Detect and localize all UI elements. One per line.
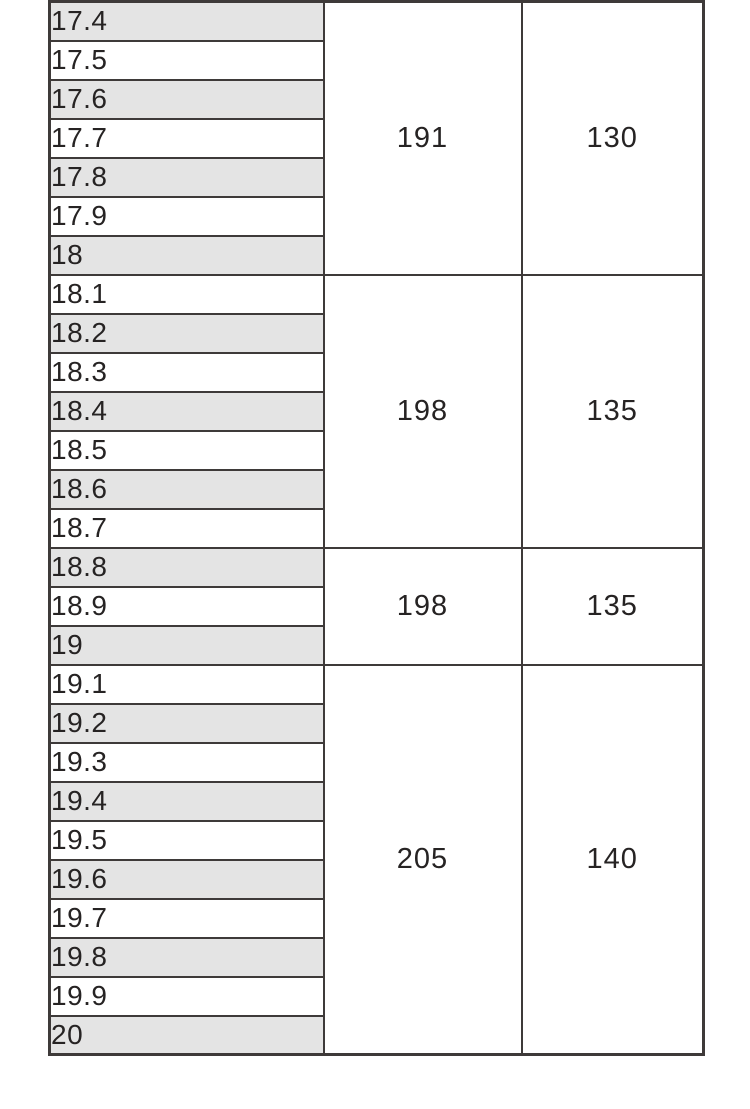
size-cell: 19.2 [50,704,324,743]
size-chart-table [48,0,705,1056]
size-cell: 19.3 [50,743,324,782]
size-cell: 19.8 [50,938,324,977]
size-cell: 19.5 [50,821,324,860]
size-cell: 19.4 [50,782,324,821]
size-cell: 17.8 [50,158,324,197]
size-cell: 18.3 [50,353,324,392]
size-cell: 18.7 [50,509,324,548]
size-cell: 18.2 [50,314,324,353]
size-cell: 18 [50,236,324,275]
size-cell: 19.7 [50,899,324,938]
size-cell: 17.6 [50,80,324,119]
size-cell: 19.6 [50,860,324,899]
value-cell: 130 [522,2,704,275]
value-cell: 198 [324,275,522,548]
value-cell: 135 [522,275,704,548]
value-cell: 191 [324,2,522,275]
size-cell: 18.4 [50,392,324,431]
table-row [50,548,704,587]
size-cell: 17.9 [50,197,324,236]
size-cell: 20 [50,1016,324,1055]
table-row [50,2,704,41]
table-row [50,275,704,314]
size-cell: 18.8 [50,548,324,587]
size-cell: 19.9 [50,977,324,1016]
size-cell: 17.7 [50,119,324,158]
value-cell: 198 [324,548,522,665]
size-cell: 18.9 [50,587,324,626]
size-cell: 19.1 [50,665,324,704]
size-cell: 18.5 [50,431,324,470]
value-cell: 140 [522,665,704,1055]
size-cell: 18.1 [50,275,324,314]
size-cell: 17.5 [50,41,324,80]
value-cell: 205 [324,665,522,1055]
size-cell: 17.4 [50,2,324,41]
value-cell: 135 [522,548,704,665]
size-cell: 19 [50,626,324,665]
size-chart-body [50,2,704,1055]
size-cell: 18.6 [50,470,324,509]
table-row [50,665,704,704]
